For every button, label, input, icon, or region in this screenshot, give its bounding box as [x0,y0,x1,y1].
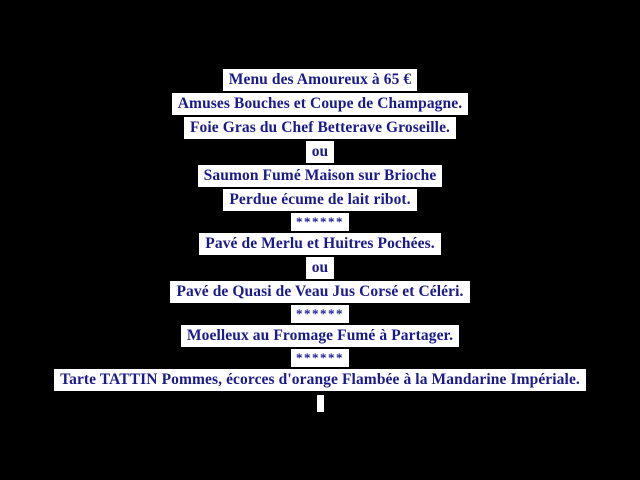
menu-line-saumon-fume: Saumon Fumé Maison sur Brioche [198,165,443,187]
menu-line-perdue-ecume: Perdue écume de lait ribot. [223,189,416,211]
menu-line-moelleux-fromage: Moelleux au Fromage Fumé à Partager. [181,325,459,347]
menu-separator-1: ****** [291,213,349,231]
menu-line-pave-quasi-veau: Pavé de Quasi de Veau Jus Corsé et Céléri. [170,281,469,303]
menu-separator-2: ****** [291,305,349,323]
menu-title: Menu des Amoureux à 65 € [223,69,418,91]
menu-line-pave-merlu: Pavé de Merlu et Huitres Pochées. [199,233,440,255]
menu-line-foie-gras: Foie Gras du Chef Betterave Groseille. [184,117,456,139]
menu-line-or-1: ou [306,141,335,163]
text-cursor [317,395,324,412]
menu-line-or-2: ou [306,257,335,279]
menu-line-tarte-tattin: Tarte TATTIN Pommes, écorces d'orange Flambée à la Mandarine Impériale. [54,369,586,391]
menu-line-amuses-bouches: Amuses Bouches et Coupe de Champagne. [172,93,468,115]
menu-separator-3: ****** [291,349,349,367]
